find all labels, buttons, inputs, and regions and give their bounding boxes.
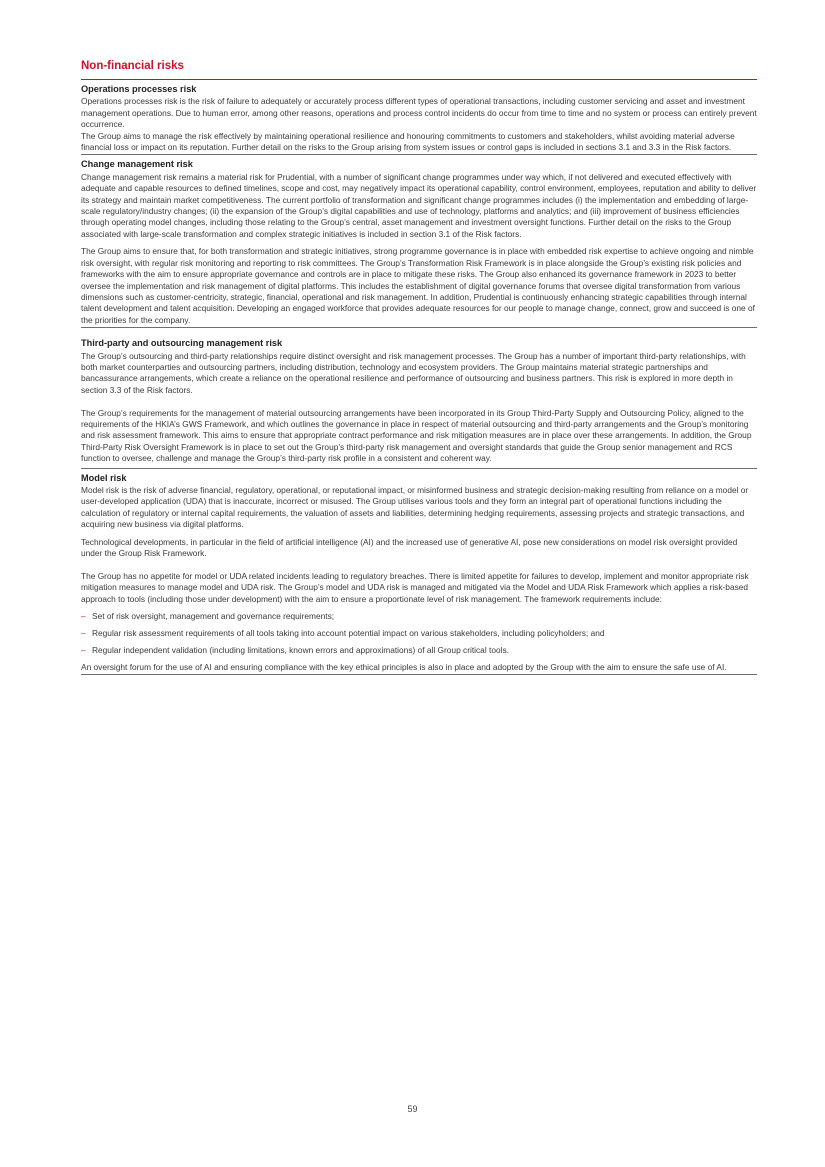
paragraph: Change management risk remains a material risk for Prudential, with a number of significant change programmes under way which, if not delivered and executed effectively with adequate and capable resources to defined timelines, scope and cost, may negatively impact its operational capability, control environment, employees, reputation and ability to deliver its strategy and maintain market competitiveness. The current portfolio of transformation and significant change programmes includes (i) the implementation and embedding of large-scale regulatory/industry changes; (ii) the expansion of the Group’s digital capabilities and use of technology, platforms and analytics; and (iii) improvement of business efficiencies through operating model changes, including those relating to the Group’s central, asset management and investment oversight functions. Further detail on the risks to the Group associated with large-scale transformation and complex strategic initiatives is included in section 3.1 of the Risk factors. (81, 171, 757, 239)
section-model-risk (81, 473, 757, 676)
list-item-text: Regular risk assessment requirements of all tools taking into account potential impact on various stakeholders, including policyholders; and (92, 628, 605, 639)
paragraph: The Group aims to ensure that, for both transformation and strategic initiatives, strong programme governance is in place with embedded risk expertise to achieve ongoing and nimble risk oversight, with regular risk monitoring and reporting to risk committees. The Group’s Transformation Risk Framework is in place alongside the Group’s existing risk policies and frameworks with the aim to ensure appropriate governance and controls are in place to mitigate these risks. The Group also enhanced its governance framework in 2023 to better oversee the implementation and risk management of digital platforms. This includes the establishment of digital governance forums that oversee digital transformation from various dimensions such as customer-centricity, strategic, financial, operational and risk management. In addition, Prudential is continuously enhancing strategic capabilities through internal talent development and talent acquisition. Developing an engaged workforce that provides adequate resources for our people to manage change, connect, grow and succeed is one of the priorities for the company. (81, 246, 755, 325)
section-heading: Model risk (81, 472, 127, 483)
framework-requirements-list (81, 611, 757, 656)
section-third-party-outsourcing-risk (81, 338, 757, 468)
paragraph: The Group’s requirements for the management of material outsourcing arrangements have been incorporated in its Group Third-Party Supply and Outsourcing Policy, aligned to the requirements of the HKIA’s GWS Framework, and which outlines the governance in place in respect of material outsourcing and third-party arrangements and the Group’s monitoring and risk assessment framework. This aims to ensure that appropriate contract performance and risk mitigation measures are in place over these arrangements. In addition, the Group Third-Party Risk Oversight Framework is in place to set out the Group’s third-party risk management and oversight standards that guide the Group senior management and RCS function to oversee, challenge and manage the Group’s third-party risk profile in a consistent and coherent way. (81, 407, 752, 464)
list-item (81, 628, 757, 639)
page-title: Non-financial risks (81, 60, 184, 72)
page-number: 59 (407, 1104, 418, 1114)
paragraph: The Group aims to manage the risk effectively by maintaining operational resilience and honouring commitments to customers and stakeholders, whilst avoiding material adverse financial loss or impact on its reputation. Further detail on the risks to the Group arising from system issues or control gaps is included in sections 3.1 and 3.3 in the Risk factors. (81, 130, 735, 153)
section-heading: Operations processes risk (81, 84, 197, 94)
paragraph: Operations processes risk is the risk of failure to adequately or accurately process different types of operational transactions, including customer servicing and asset and investment management operations. Due to human error, among other reasons, operations and process control incidents do occur from time to time and no system or process can entirely prevent occurrence. (81, 96, 757, 130)
bullet-dash-icon: – (81, 628, 86, 639)
section-heading: Third-party and outsourcing management risk (81, 338, 283, 349)
title-divider (81, 79, 757, 80)
section-operations-processes-risk (81, 84, 757, 155)
paragraph: Model risk is the risk of adverse financial, regulatory, operational, or reputational impact, or misinformed business and strategic decision-making resulting from reliance on a model or user-developed application (UDA) that is inaccurate, incorrect or misused. The Group utilises various tools and they form an integral part of operational functions including the calculation of regulatory or internal capital requirements, the valuation of assets and liabilities, determining hedging requirements, assessing projects and strategic transactions, and acquiring new business via digital platforms. (81, 484, 749, 530)
section-change-management-risk (81, 159, 757, 328)
paragraph: An oversight forum for the use of AI and ensuring compliance with the key ethical principles is also in place and adopted by the Group with the aim to ensure the safe use of AI. (81, 662, 727, 673)
paragraph: Technological developments, in particular in the field of artificial intelligence (AI) and the increased use of generative AI, pose new considerations on model risk oversight provided under the Group Risk Framework. (81, 536, 738, 559)
list-item-text: Set of risk oversight, management and governance requirements; (92, 611, 335, 622)
bullet-dash-icon: – (81, 611, 86, 622)
list-item (81, 611, 757, 622)
section-heading: Change management risk (81, 159, 193, 170)
list-item-text: Regular independent validation (including limitations, known errors and approximations) of all Group critical tools. (92, 645, 509, 656)
list-item (81, 645, 757, 656)
page-content (81, 58, 757, 675)
paragraph: The Group’s outsourcing and third-party relationships require distinct oversight and risk management processes. The Group has a number of important third-party relationships, with both market counterparties and outsourcing partners, including distribution, technology and ecosystem providers. The Group maintains material strategic partnerships and bancassurance arrangements, which create a reliance on the operational resilience and performance of outsourcing and business partners. This risk is explored in more depth in section 3.3 of the Risk factors. (81, 350, 746, 395)
bullet-dash-icon: – (81, 645, 86, 656)
paragraph: The Group has no appetite for model or UDA related incidents leading to regulatory breaches. There is limited appetite for failures to develop, implement and monitor appropriate risk mitigation measures to manage model and UDA risk. The Group’s model and UDA risk is managed and mitigated via the Model and UDA Risk Framework which applies a risk-based approach to tools (including those under development) with the aim to ensure a proportionate level of risk management. The framework requirements include: (81, 570, 749, 604)
